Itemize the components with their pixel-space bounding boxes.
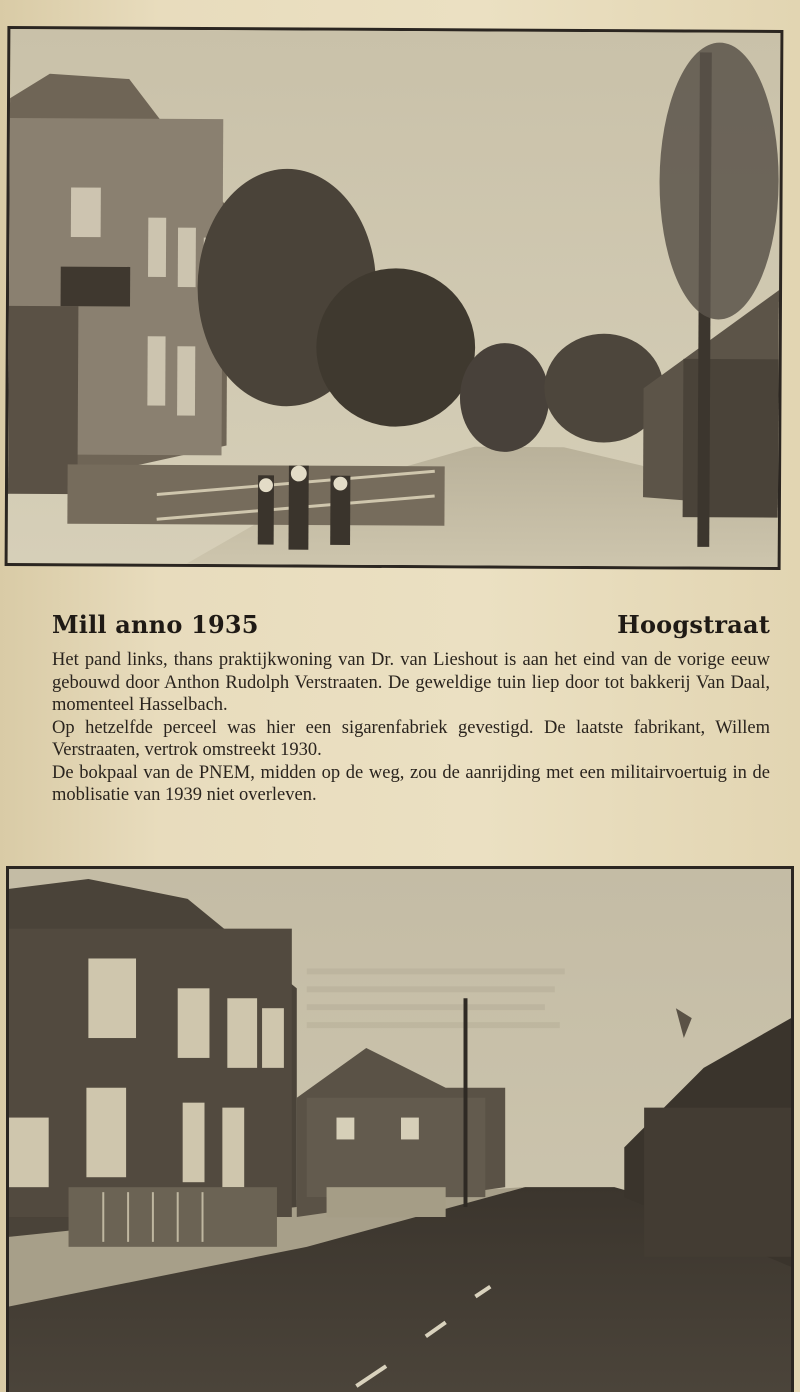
street-name: Hoogstraat xyxy=(617,610,770,639)
caption-header xyxy=(52,610,770,639)
caption-paragraph: Op hetzelfde perceel was hier een sigarenfabriek gevestigd. De laatste fabrikant, Willem Verstraaten, vertrok omstreekt 1930. xyxy=(52,717,770,760)
caption-body xyxy=(52,649,770,807)
caption-paragraph: De bokpaal van de PNEM, midden op de weg, zou de aanrijding met een militairvoertuig in de moblisatie van 1939 niet overleven. xyxy=(52,762,770,805)
article-title: Mill anno 1935 xyxy=(52,610,259,639)
modern-street-photo xyxy=(6,866,794,1392)
photo-caption xyxy=(52,610,770,807)
caption-paragraph: Het pand links, thans praktijkwoning van Dr. van Lieshout is aan het eind van de vorige eeuw gebouwd door Anthon Rudolph Verstraaten. De geweldige tuin liep door tot bakkerij Van Daal, momenteel Hasselbach. xyxy=(52,650,770,715)
historical-street-photo xyxy=(5,26,784,570)
